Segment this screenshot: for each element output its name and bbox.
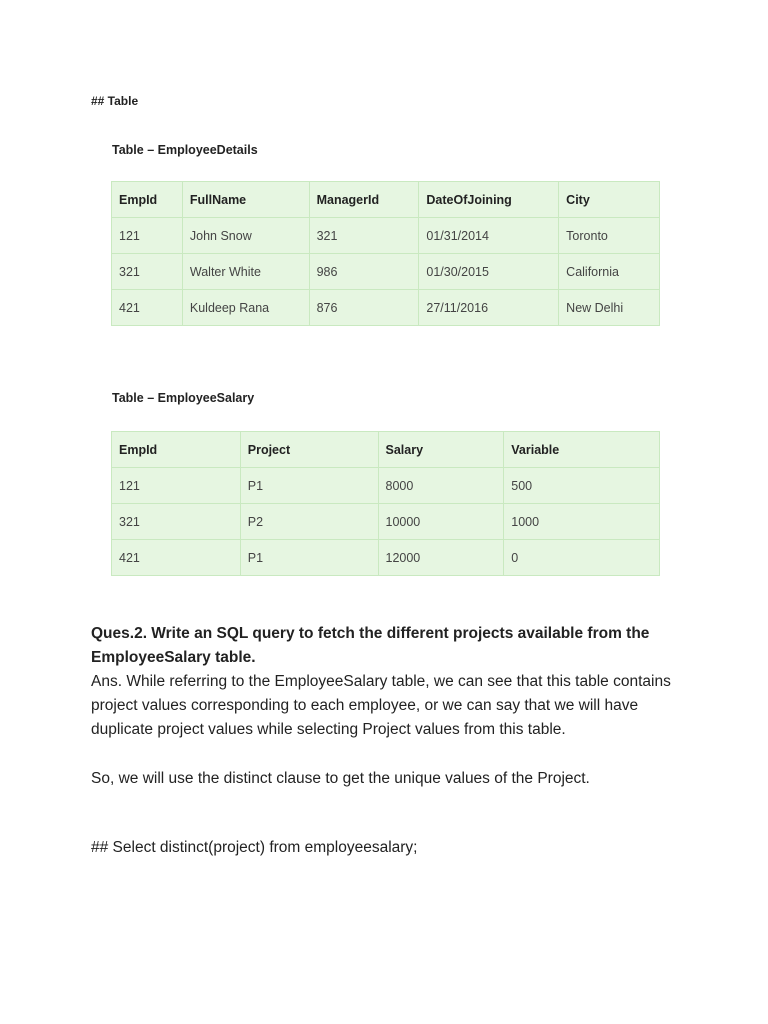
table-cell: New Delhi (559, 290, 660, 326)
table-cell: 321 (112, 504, 241, 540)
table-header-row (112, 182, 660, 218)
table-cell: 01/31/2014 (419, 218, 559, 254)
table-row (112, 254, 660, 290)
table-row (112, 468, 660, 504)
table-row (112, 218, 660, 254)
table-cell: 0 (504, 540, 660, 576)
column-header: Variable (504, 432, 660, 468)
column-header: City (559, 182, 660, 218)
employee-salary-caption: Table – EmployeeSalary (112, 391, 255, 405)
table-cell: Kuldeep Rana (182, 290, 309, 326)
column-header: FullName (182, 182, 309, 218)
column-header: Salary (378, 432, 504, 468)
table-row (112, 540, 660, 576)
column-header: EmpId (112, 432, 241, 468)
answer-followup-text: So, we will use the distinct clause to get the unique values of the Project. (91, 770, 590, 787)
table-cell: 121 (112, 218, 183, 254)
table-cell: 121 (112, 468, 241, 504)
table-cell: Walter White (182, 254, 309, 290)
table-cell: 1000 (504, 504, 660, 540)
table-cell: 421 (112, 540, 241, 576)
table-cell: 8000 (378, 468, 504, 504)
table-cell: California (559, 254, 660, 290)
table-cell: 500 (504, 468, 660, 504)
employee-details-caption: Table – EmployeeDetails (112, 143, 258, 157)
column-header: Project (240, 432, 378, 468)
sql-query-text: ## Select distinct(project) from employeesalary; (91, 839, 418, 856)
employee-details-table (111, 181, 660, 326)
table-cell: 986 (309, 254, 419, 290)
table-cell: 421 (112, 290, 183, 326)
answer-text: Ans. While referring to the EmployeeSalary table, we can see that this table contains project values corresponding to each employee, or we can say that we will have duplicate project values while selecting Project values from this table. (91, 673, 671, 738)
column-header: EmpId (112, 182, 183, 218)
table-cell: P2 (240, 504, 378, 540)
question-text: Ques.2. Write an SQL query to fetch the different projects available from the EmployeeSalary table. (91, 625, 650, 666)
table-cell: 12000 (378, 540, 504, 576)
table-header-row (112, 432, 660, 468)
table-cell: Toronto (559, 218, 660, 254)
table-cell: P1 (240, 540, 378, 576)
table-cell: 321 (309, 218, 419, 254)
employee-salary-table (111, 431, 660, 576)
table-cell: 321 (112, 254, 183, 290)
table-row (112, 290, 660, 326)
section-heading: ## Table (91, 94, 139, 108)
table-cell: 01/30/2015 (419, 254, 559, 290)
table-row (112, 504, 660, 540)
table-cell: 10000 (378, 504, 504, 540)
column-header: DateOfJoining (419, 182, 559, 218)
table-cell: 876 (309, 290, 419, 326)
table-cell: John Snow (182, 218, 309, 254)
table-cell: P1 (240, 468, 378, 504)
column-header: ManagerId (309, 182, 419, 218)
table-cell: 27/11/2016 (419, 290, 559, 326)
